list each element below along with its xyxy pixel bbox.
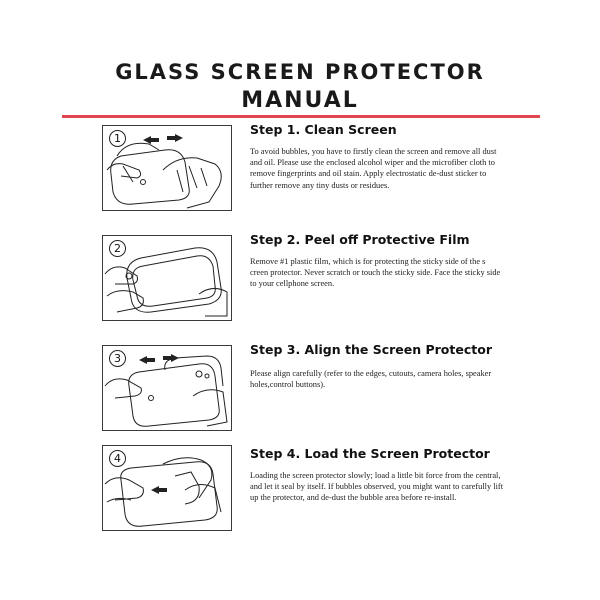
step-3-heading: Step 3. Align the Screen Protector bbox=[250, 342, 492, 357]
step-1-text: To avoid bubbles, you have to firstly clean the screen and remove all dust and oil. Please use the enclosed alcohol wiper and the microfiber cloth to remove fingerprints and oil stain. Apply electrostatic de-dust sticker to further remove any tiny dusts or residues. bbox=[250, 147, 497, 190]
step-1-heading: Step 1. Clean Screen bbox=[250, 122, 397, 137]
step-2-illustration-panel bbox=[102, 235, 232, 321]
step-1-number-badge: 1 bbox=[109, 130, 126, 147]
step-2-number-badge: 2 bbox=[109, 240, 126, 257]
manual-title-line2: MANUAL bbox=[241, 88, 359, 113]
step-3-number-badge: 3 bbox=[109, 350, 126, 367]
step-4-heading: Step 4. Load the Screen Protector bbox=[250, 446, 490, 461]
step-1-illustration-panel bbox=[102, 125, 232, 211]
step-3-text: Please align carefully (refer to the edges, cutouts, camera holes, speaker holes,control buttons). bbox=[250, 369, 492, 390]
step-3-illustration-panel bbox=[102, 345, 232, 431]
title-divider bbox=[62, 115, 540, 118]
step-4-illustration-panel bbox=[102, 445, 232, 531]
step-4-text: Loading the screen protector slowly; load a little bit force from the central, and let it seal by itself. If bubbles observed, you might want to carefully lift up the protector, and de-dust the bubble area before re-install. bbox=[250, 471, 504, 503]
step-2-text: Remove #1 plastic film, which is for protecting the sticky side of the s creen protector. Never scratch or touch the sticky side. Face the sticky side to your cellphone screen. bbox=[250, 257, 501, 289]
manual-title-line1: GLASS SCREEN PROTECTOR bbox=[115, 60, 485, 84]
step-2-heading: Step 2. Peel off Protective Film bbox=[250, 232, 470, 247]
step-4-number-badge: 4 bbox=[109, 450, 126, 467]
